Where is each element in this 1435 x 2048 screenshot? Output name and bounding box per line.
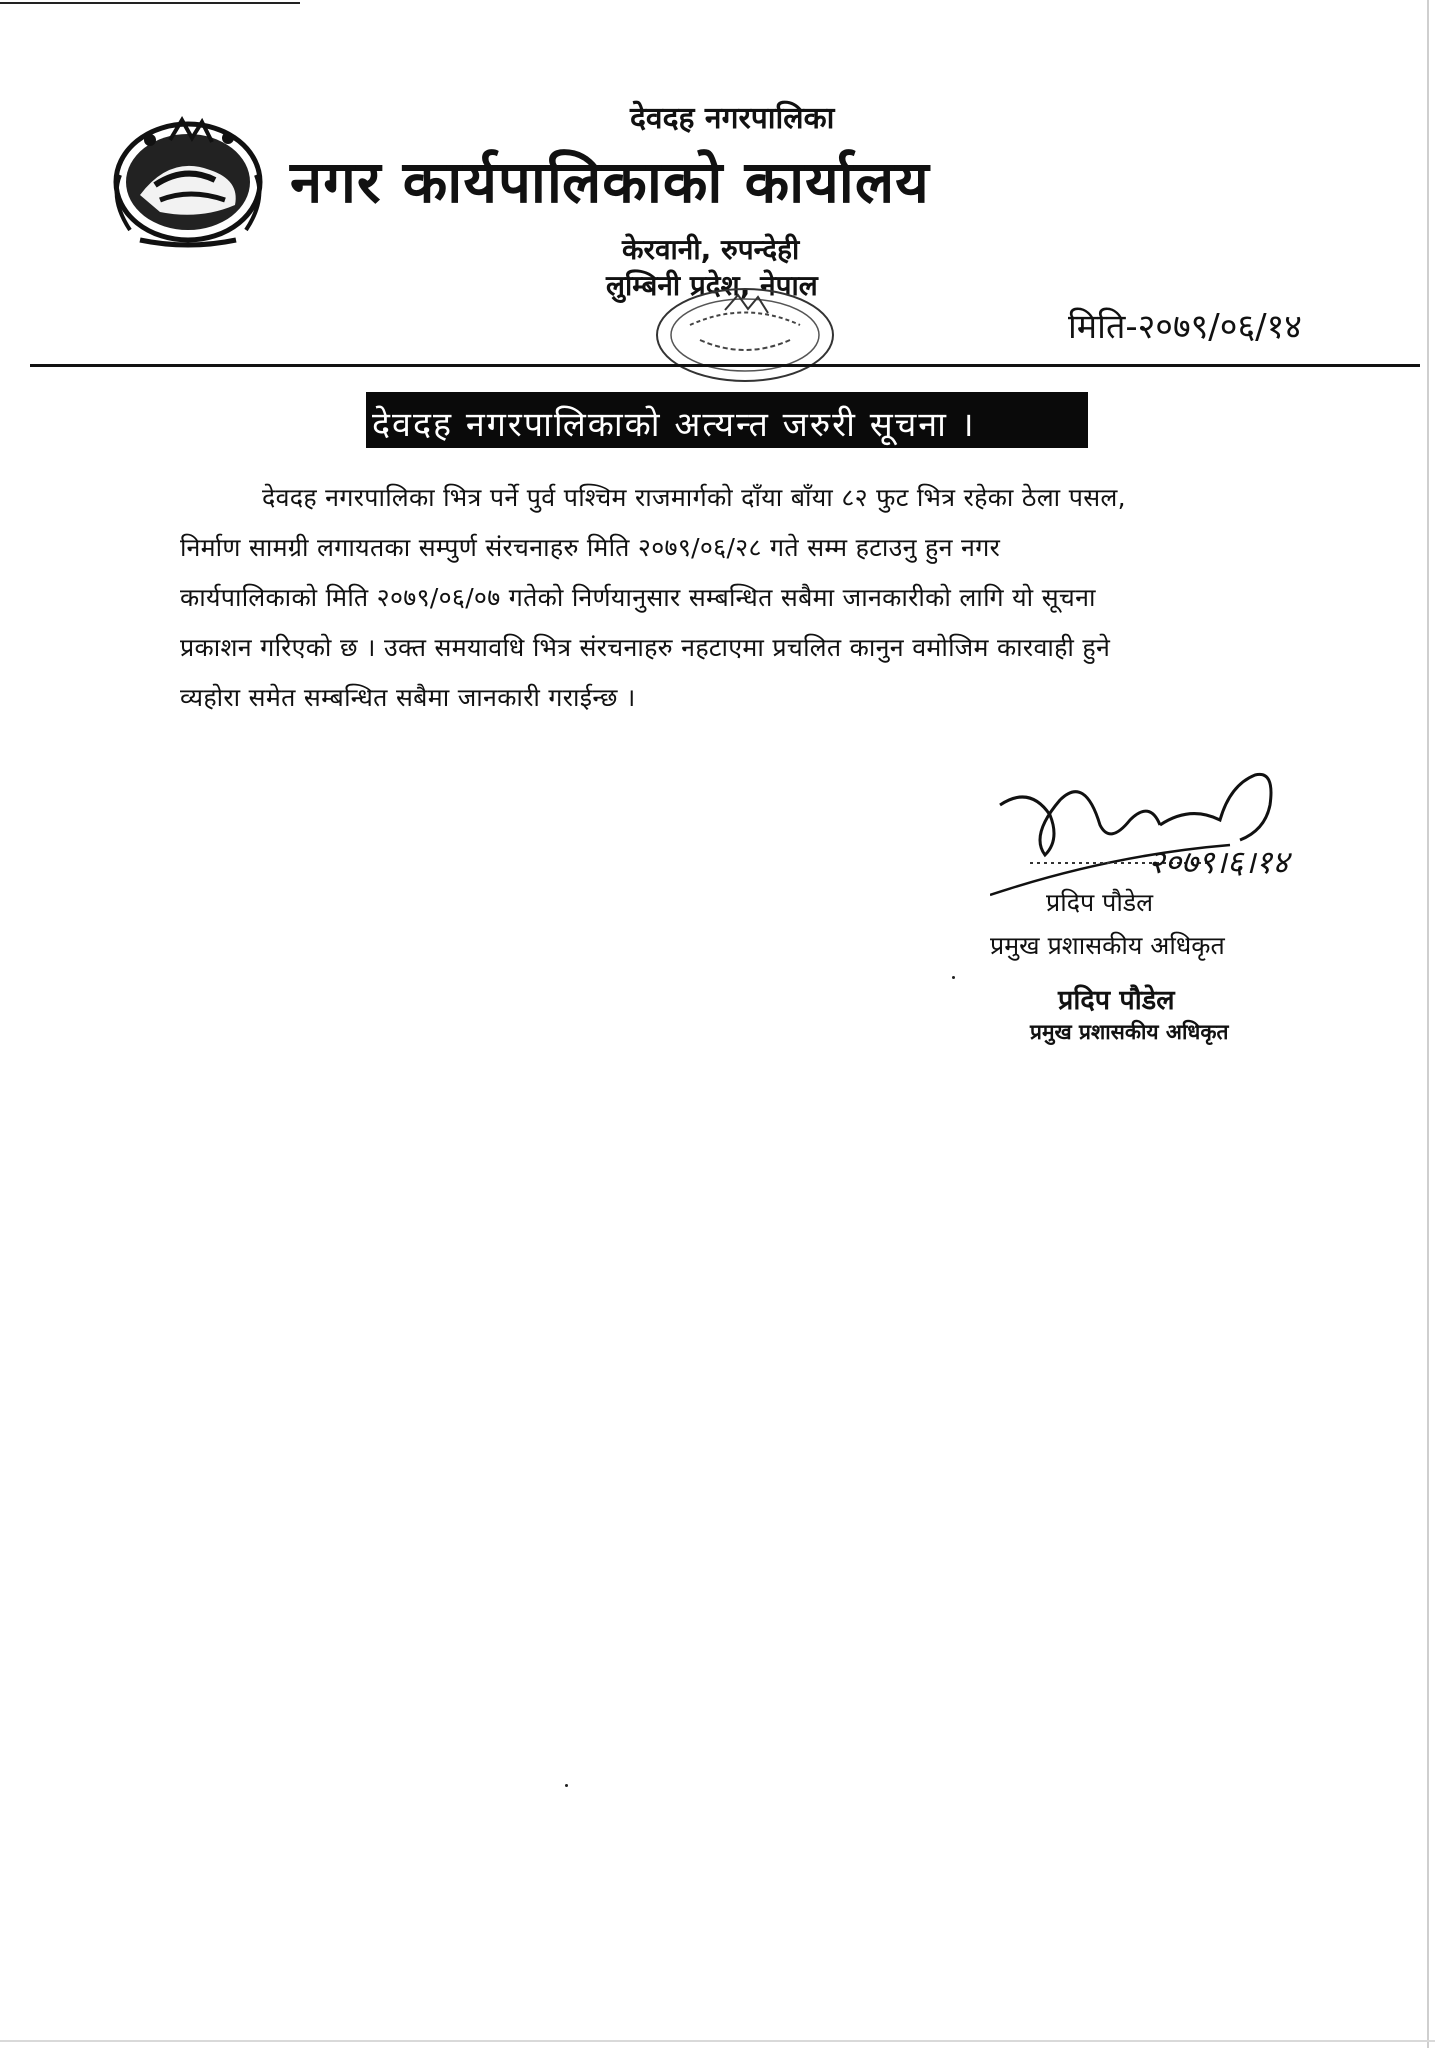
office-title: नगर कार्यपालिकाको कार्यालय	[290, 148, 930, 216]
seal-name: प्रदिप पौडेल	[1058, 985, 1175, 1016]
handwritten-date: २०७९।६।१४	[1148, 843, 1289, 881]
notice-body-line: प्रकाशन गरिएको छ । उक्त समयावधि भित्र संरचनाहरु नहटाएमा प्रचलित कानुन वमोजिम कारवाही हुने	[180, 633, 1111, 662]
signatory-name: प्रदिप पौडेल	[1046, 888, 1154, 917]
scan-edge-top	[0, 2, 300, 4]
header-divider	[30, 364, 1420, 367]
address-line-1: केरवानी, रुपन्देही	[622, 233, 800, 266]
scan-speck	[952, 976, 955, 979]
notice-body-line: व्यहोरा समेत सम्बन्धित सबैमा जानकारी गराईन्छ ।	[180, 683, 636, 712]
handwritten-signature-icon	[990, 745, 1320, 915]
notice-body-line: देवदह नगरपालिका भित्र पर्ने पुर्व पश्चिम राजमार्गको दाँया बाँया ८२ फुट भित्र रहेका ठेला पसल,	[262, 483, 1126, 512]
nepal-emblem-icon	[100, 100, 270, 250]
notice-body-line: कार्यपालिकाको मिति २०७९/०६/०७ गतेको निर्णयानुसार सम्बन्धित सबैमा जानकारीको लागि यो सूचना	[180, 583, 1096, 612]
scan-speck	[565, 1784, 568, 1787]
office-stamp-icon	[640, 285, 850, 385]
address-line-2: लुम्बिनी प्रदेश, नेपाल	[606, 269, 818, 302]
seal-role: प्रमुख प्रशासकीय अधिकृत	[1030, 1020, 1229, 1044]
scan-edge-bottom	[0, 2040, 1435, 2042]
municipality-name: देवदह नगरपालिका	[630, 101, 835, 136]
notice-body-line: निर्माण सामग्री लगायतका सम्पुर्ण संरचनाहरु मिति २०७९/०६/२८ गते सम्म हटाउनु हुन नगर	[180, 533, 1001, 562]
issue-date: मिति-२०७९/०६/१४	[1068, 307, 1302, 347]
notice-title: देवदह नगरपालिकाको अत्यन्त जरुरी सूचना ।	[372, 405, 976, 445]
signatory-role: प्रमुख प्रशासकीय अधिकृत	[990, 931, 1225, 960]
scan-edge-right	[1427, 0, 1429, 2048]
